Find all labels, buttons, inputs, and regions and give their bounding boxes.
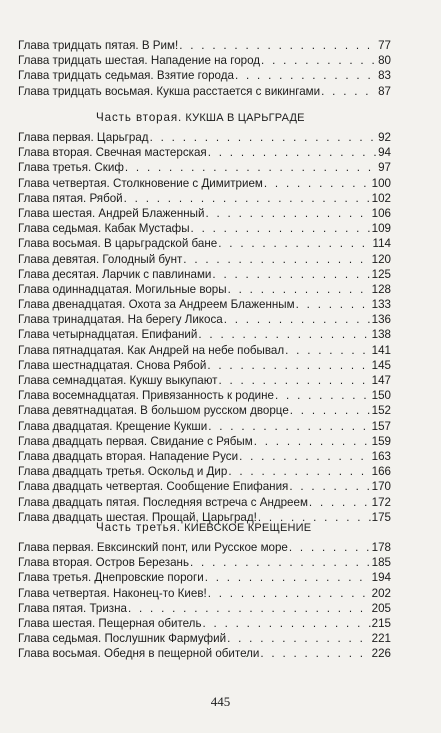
leader-dots [191,221,371,236]
entry-title: Глава вторая. Свечная мастерская [18,146,207,160]
entry-page: 83 [378,69,391,83]
entry-title: Глава двадцать третья. Оскольд и Дир [18,465,228,479]
leader-dots [289,540,371,555]
entry-page: 92 [378,131,391,144]
toc-entry[interactable] [18,252,391,267]
leader-dots [235,68,377,83]
part-title: КУКША В ЦАРЬГРАДЕ [185,112,305,124]
entry-page: 145 [371,358,391,372]
toc-entry[interactable] [18,343,391,358]
entry-title: Глава тридцать шестая. Нападение на город [18,54,261,68]
part-title: КИЕВСКОЕ КРЕЩЕНИЕ [184,522,312,534]
leader-dots [239,449,371,464]
toc-entry[interactable] [18,206,391,221]
toc-entry[interactable] [18,267,391,282]
entry-page: 194 [371,571,391,585]
entry-page: 226 [371,647,391,661]
toc-entry[interactable] [18,555,391,570]
leader-dots [212,267,370,282]
toc-entry[interactable] [18,327,391,342]
entry-page: 166 [371,465,391,479]
entry-title: Глава двадцать вторая. Нападение Руси [18,449,239,463]
entry-title: Глава десятая. Ларчик с павлинами [18,267,212,281]
entry-page: 114 [372,237,391,251]
leader-dots [264,176,371,191]
entry-title: Глава пятнадцатая. Как Андрей на небе побывал [18,343,285,357]
leader-dots [190,555,371,570]
entry-page: 205 [371,601,391,615]
entry-title: Глава двадцатая. Крещение Кукши [18,419,208,433]
leader-dots [228,464,370,479]
toc-entry[interactable] [18,646,391,661]
leader-dots [289,479,370,494]
entry-page: 152 [371,404,391,418]
toc-entry[interactable] [18,464,391,479]
leader-dots [179,38,377,53]
toc-entry[interactable] [18,586,391,601]
entry-title: Глава третья. Скиф [18,161,124,175]
leader-dots [208,145,377,160]
entry-page: 141 [371,343,391,357]
toc-entry[interactable] [18,479,391,494]
toc-entry[interactable] [18,297,391,312]
entry-title: Глава первая. Царьград [18,131,149,144]
entry-page: 157 [371,419,391,433]
entry-page: 185 [371,556,391,570]
leader-dots [198,327,370,342]
entry-page: 138 [371,328,391,342]
leader-dots [228,282,371,297]
leader-dots [205,206,370,221]
toc-entry[interactable] [18,388,391,403]
leader-dots [254,434,371,449]
entry-title: Глава седьмая. Послушник Фармуфий [18,632,227,646]
leader-dots [218,373,370,388]
entry-title: Глава восемнадцатая. Привязанность к родине [18,389,275,403]
entry-page: 102 [371,191,391,205]
entry-title: Глава третья. Днепровские пороги [18,571,204,585]
entry-title: Глава двенадцатая. Охота за Андреем Блаженным [18,298,295,312]
leader-dots [261,53,377,68]
toc-entry[interactable] [18,160,391,175]
toc-entry[interactable] [18,419,391,434]
leader-dots [124,191,371,206]
entry-title: Глава тридцать седьмая. Взятие города [18,69,234,83]
entry-title: Глава восьмая. Обедня в пещерной обители [18,647,260,661]
toc-entry[interactable] [18,236,391,251]
entry-title: Глава четырнадцатая. Епифаний [18,328,198,342]
entry-page: 97 [378,161,391,175]
entry-page: 77 [378,39,391,52]
entry-title: Глава девятнадцатая. В большом русском дворце [18,404,289,418]
entry-title: Глава тридцать пятая. В Рим! [18,39,179,52]
leader-dots [207,358,370,373]
toc-entry[interactable] [18,631,391,646]
entry-page: 133 [371,298,391,312]
leader-dots [183,252,370,267]
toc-entry[interactable] [18,403,391,418]
entry-title: Глава пятая. Рябой [18,191,123,205]
entry-page: 175 [371,510,391,524]
entry-page: 106 [371,206,391,220]
toc-entry[interactable] [18,38,391,53]
leader-dots [224,312,371,327]
entry-page: 170 [371,480,391,494]
entry-title: Глава четвертая. Наконец-то Киев! [18,586,207,600]
toc-entry[interactable] [18,53,391,68]
toc-block-part3 [18,540,391,662]
toc-entry[interactable] [18,191,391,206]
entry-title: Глава двадцать четвертая. Сообщение Епифания [18,480,289,494]
entry-page: 150 [371,389,391,403]
entry-page: 215 [371,616,391,630]
entry-title: Глава шестнадцатая. Снова Рябой [18,358,207,372]
part-label: Часть вторая. [96,111,183,124]
entry-page: 94 [378,146,391,160]
entry-title: Глава вторая. Остров Березань [18,556,189,570]
leader-dots [260,646,370,661]
entry-title: Глава седьмая. Кабак Мустафы [18,222,190,236]
toc-entry[interactable] [18,282,391,297]
toc-entry[interactable] [18,221,391,236]
entry-title: Глава тридцать восьмая. Кукша расстается с викингами [18,84,321,98]
leader-dots [150,130,378,145]
leader-dots [202,616,370,631]
entry-page: 159 [371,434,391,448]
toc-block-part2 [18,130,391,525]
toc-entry[interactable] [18,434,391,449]
toc-entry[interactable] [18,358,391,373]
leader-dots [285,343,371,358]
toc-entry[interactable] [18,68,391,83]
leader-dots [296,297,371,312]
toc-entry[interactable] [18,312,391,327]
leader-dots [218,236,371,251]
leader-dots [309,495,371,510]
toc-entry[interactable] [18,449,391,464]
entry-page: 221 [371,632,391,646]
toc-entry[interactable] [18,540,391,555]
entry-title: Глава одиннадцатая. Могильные воры [18,282,227,296]
entry-title: Глава двадцать шестая. Прощай, Царьград! [18,510,257,524]
entry-page: 163 [371,449,391,463]
part-label: Часть третья. [96,521,181,534]
leader-dots [208,586,371,601]
entry-page: 128 [371,282,391,296]
entry-title: Глава первая. Евксинский понт, или Русское море [18,541,288,554]
entry-page: 80 [378,54,391,68]
entry-title: Глава четвертая. Столкновение с Димитрием [18,176,263,190]
entry-title: Глава шестая. Пещерная обитель [18,616,202,630]
part-heading [96,111,305,124]
leader-dots [128,601,371,616]
entry-title: Глава двадцать первая. Свидание с Рябым [18,434,253,448]
leader-dots [321,84,377,99]
toc-entry[interactable] [18,84,391,99]
entry-title: Глава тринадцатая. На берегу Ликоса [18,313,223,327]
entry-title: Глава шестая. Андрей Блаженный [18,206,205,220]
entry-title: Глава пятая. Тризна [18,601,127,615]
entry-page: 125 [371,267,391,281]
toc-block-part1-end [18,38,391,99]
toc-entry[interactable] [18,145,391,160]
entry-page: 178 [371,541,391,554]
entry-page: 172 [371,495,391,509]
entry-title: Глава восьмая. В царьградской бане [18,237,218,251]
toc-entry[interactable] [18,601,391,616]
entry-page: 136 [371,313,391,327]
toc-entry[interactable] [18,570,391,585]
entry-page: 87 [378,84,391,98]
toc-entry[interactable] [18,616,391,631]
toc-entry[interactable] [18,373,391,388]
leader-dots [275,388,371,403]
toc-entry[interactable] [18,176,391,191]
toc-entry[interactable] [18,130,391,145]
leader-dots [227,631,371,646]
page-number: 445 [210,694,231,709]
entry-page: 147 [371,374,391,387]
leader-dots [125,160,377,175]
entry-page: 100 [371,176,391,190]
entry-page: 120 [371,252,391,266]
leader-dots [205,570,371,585]
entry-title: Глава двадцать пятая. Последняя встреча с Андреем [18,495,308,509]
leader-dots [208,419,370,434]
toc-entry[interactable] [18,495,391,510]
part-heading [96,521,311,534]
leader-dots [290,403,371,418]
entry-title: Глава девятая. Голодный бунт [18,252,183,266]
entry-page: 202 [371,586,391,600]
entry-page: 109 [371,222,391,236]
entry-title: Глава семнадцатая. Кукшу выкупают [18,374,218,387]
